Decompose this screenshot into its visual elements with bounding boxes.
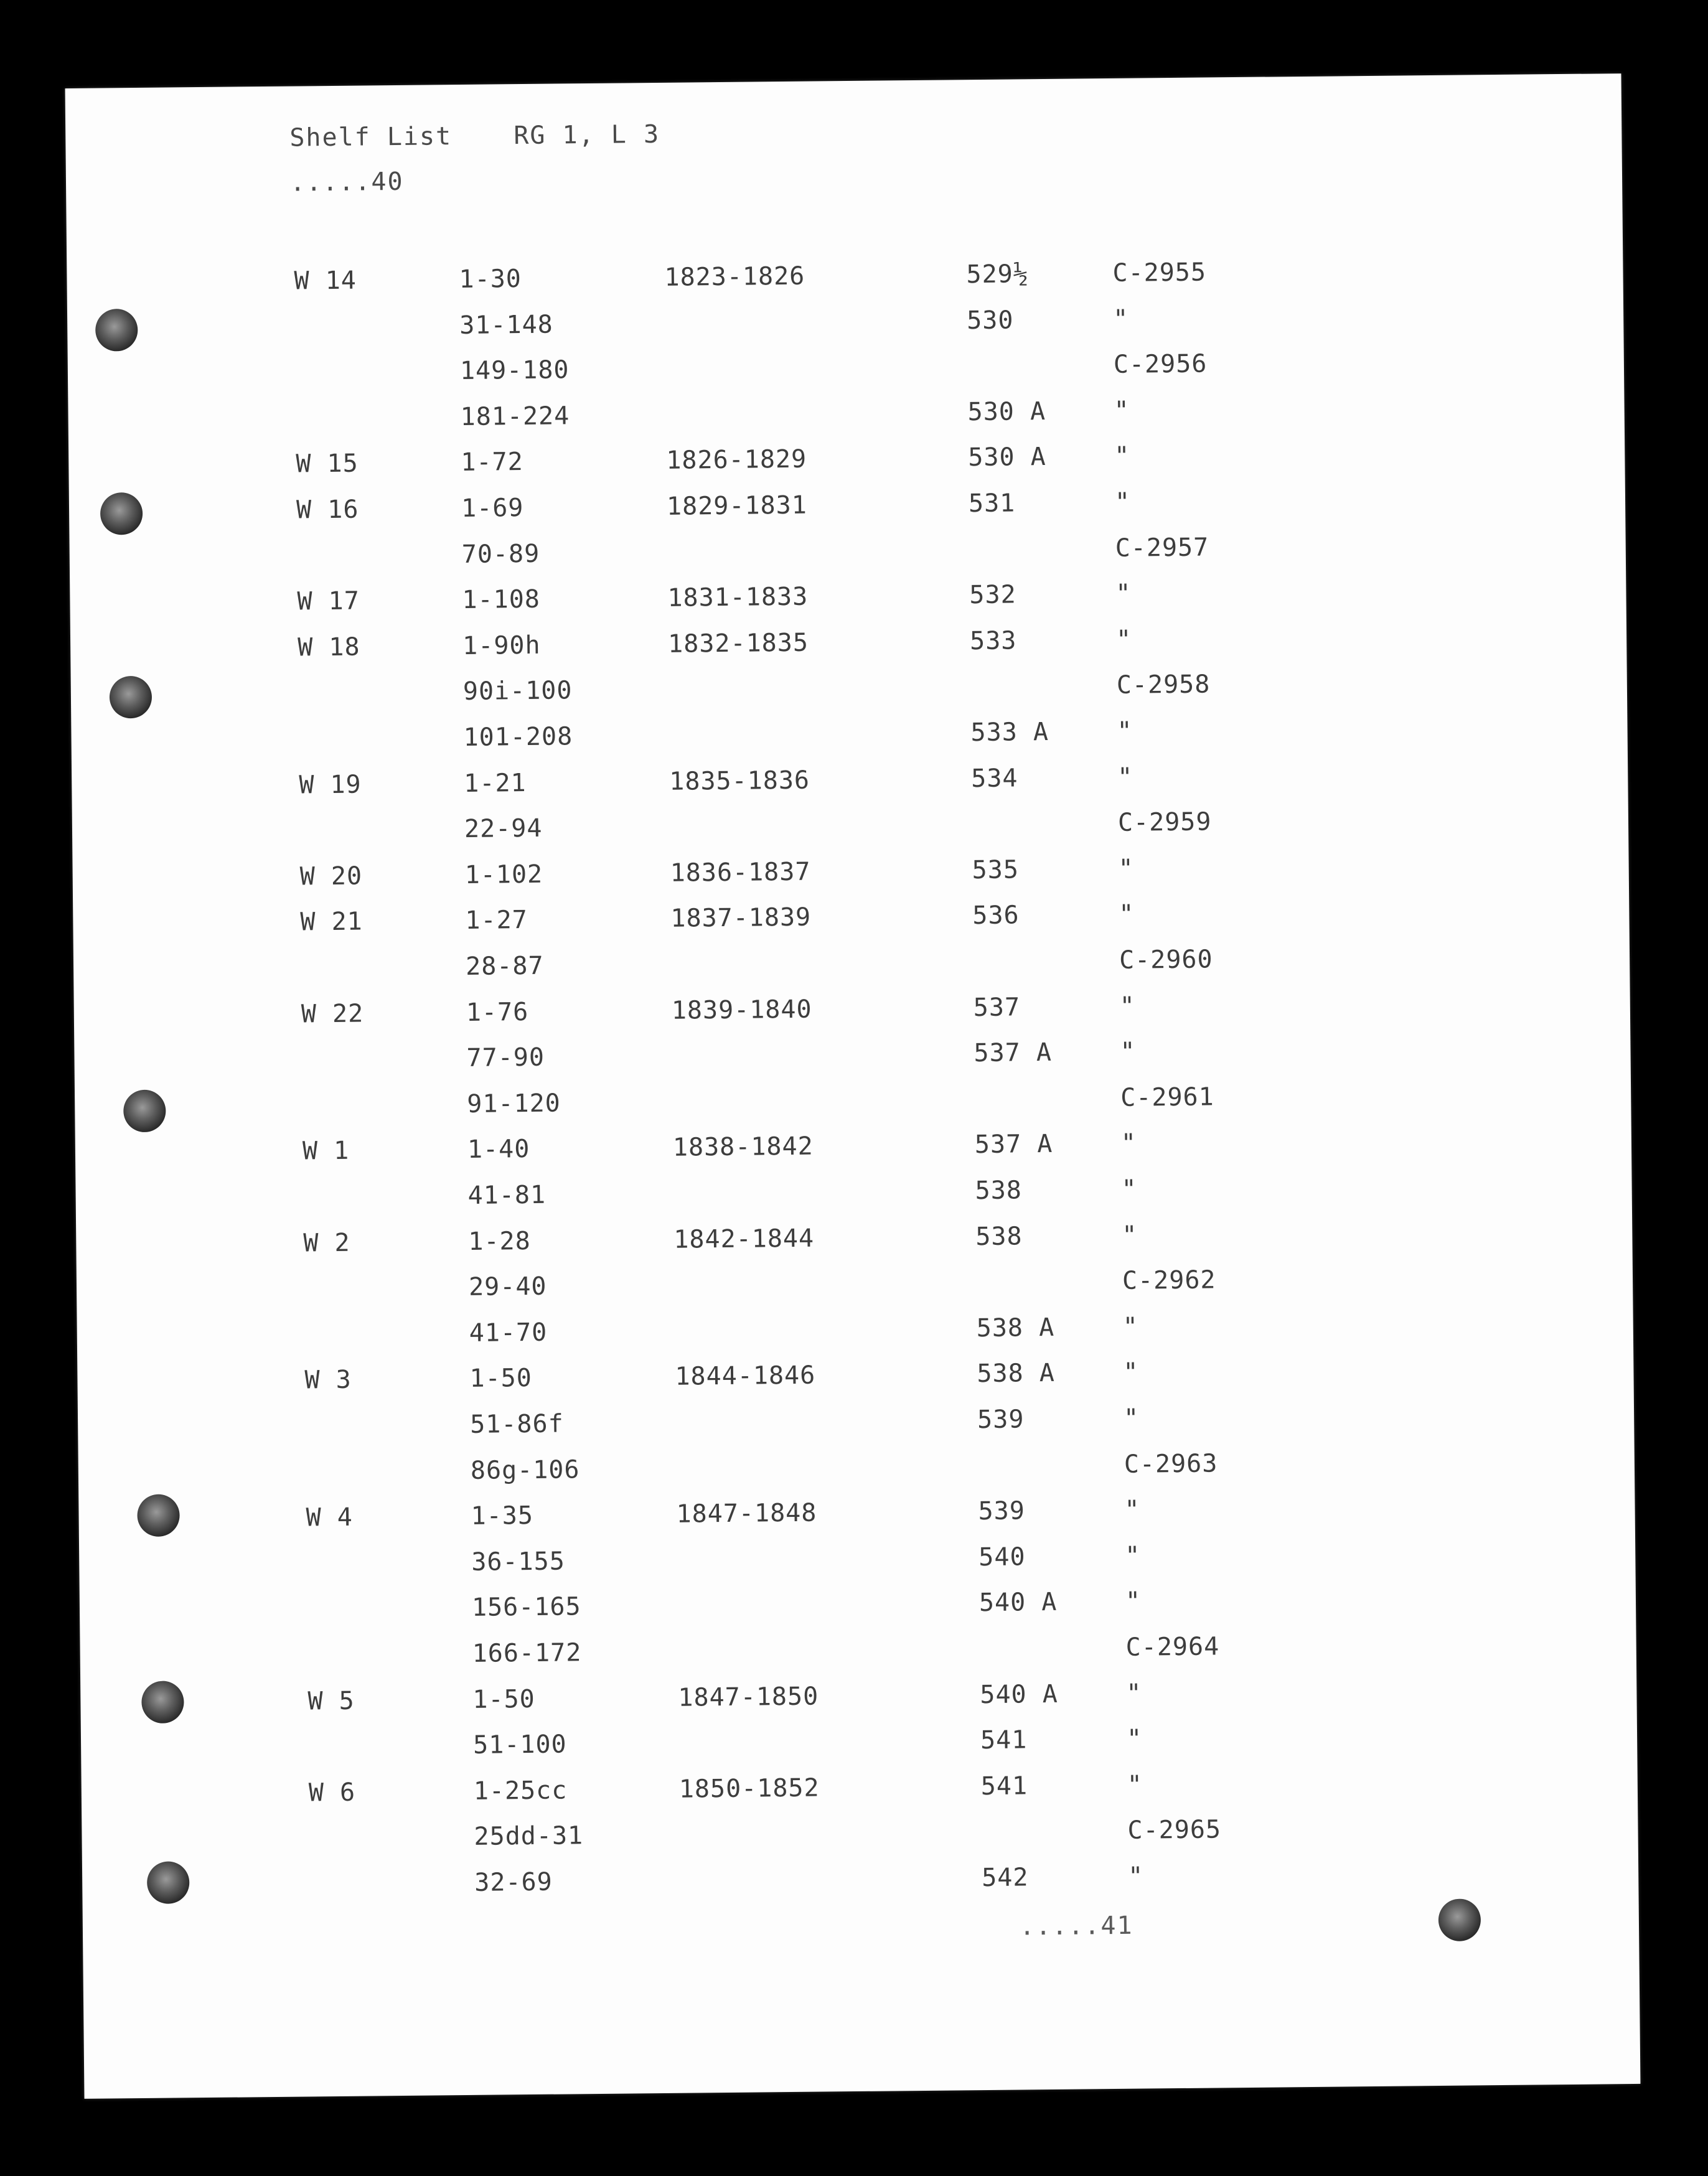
item-range: 166-172 xyxy=(472,1638,582,1668)
table-row xyxy=(78,1399,1634,1451)
item-range: 1-102 xyxy=(464,860,543,889)
microfilm-reel: C-2964 xyxy=(1125,1632,1220,1662)
microfilm-reel: " xyxy=(1114,487,1131,517)
item-range: 1-76 xyxy=(466,997,529,1027)
table-row xyxy=(72,804,1628,856)
shelf-location: 537 A xyxy=(974,1130,1053,1160)
shelf-location: 533 A xyxy=(970,717,1049,748)
item-range: 91-120 xyxy=(467,1089,561,1118)
table-row xyxy=(70,529,1626,581)
microfilm-reel: " xyxy=(1125,1541,1141,1570)
microfilm-reel: " xyxy=(1117,762,1133,792)
microfilm-reel: " xyxy=(1121,1175,1137,1204)
shelf-location: 540 xyxy=(978,1542,1026,1572)
box-number: W 19 xyxy=(299,770,362,800)
table-row xyxy=(76,1216,1632,1269)
header-record-group: RG 1, L 3 xyxy=(514,120,660,151)
item-range: 1-30 xyxy=(459,265,522,294)
date-range: 1832-1835 xyxy=(667,628,809,659)
table-row xyxy=(77,1353,1633,1405)
header-continued-from: .....40 xyxy=(289,167,404,197)
date-range: 1838-1842 xyxy=(672,1132,814,1163)
item-range: 101-208 xyxy=(463,722,573,752)
shelf-location: 530 xyxy=(966,306,1014,335)
microfilm-reel: " xyxy=(1123,1358,1139,1387)
item-range: 51-86f xyxy=(469,1409,564,1439)
table-row xyxy=(71,666,1627,718)
item-range: 1-50 xyxy=(469,1364,533,1394)
date-range: 1823-1826 xyxy=(664,261,805,292)
item-range: 77-90 xyxy=(466,1043,545,1073)
shelf-location: 537 xyxy=(973,993,1021,1022)
table-row xyxy=(70,574,1626,627)
microfilm-reel: C-2955 xyxy=(1112,258,1207,288)
microfilm-reel: " xyxy=(1115,579,1132,609)
shelf-location: 529½ xyxy=(966,260,1030,289)
microfilm-reel: " xyxy=(1117,716,1133,746)
microfilm-reel: " xyxy=(1118,854,1134,883)
item-range: 36-155 xyxy=(471,1547,566,1577)
shelf-location: 538 xyxy=(975,1176,1023,1206)
shelf-location: 535 xyxy=(972,855,1020,884)
table-row xyxy=(69,483,1625,535)
microfilm-reel: " xyxy=(1127,1770,1143,1799)
shelf-location: 540 A xyxy=(978,1588,1058,1618)
item-range: 90i-100 xyxy=(462,676,573,706)
microfilm-reel: C-2956 xyxy=(1113,349,1208,380)
table-row xyxy=(81,1720,1637,1772)
table-row xyxy=(68,437,1625,489)
microfilm-reel: C-2963 xyxy=(1124,1448,1218,1479)
date-range: 1836-1837 xyxy=(670,857,811,888)
item-range: 1-27 xyxy=(465,906,528,936)
shelf-location: 530 A xyxy=(967,396,1046,426)
box-number: W 20 xyxy=(299,861,363,891)
item-range: 70-89 xyxy=(461,539,540,569)
microfilm-reel: C-2960 xyxy=(1119,945,1213,975)
item-range: 1-25cc xyxy=(473,1776,568,1806)
table-row xyxy=(77,1262,1633,1314)
date-range: 1847-1848 xyxy=(676,1498,817,1529)
table-row xyxy=(75,1124,1631,1176)
shelf-location: 536 xyxy=(972,901,1020,931)
table-row xyxy=(67,300,1623,352)
box-number: W 15 xyxy=(296,449,359,479)
table-row xyxy=(72,758,1628,810)
table-row xyxy=(74,987,1630,1039)
table-row xyxy=(71,712,1627,764)
header-title: Shelf List xyxy=(289,122,453,152)
microfilm-reel: " xyxy=(1115,625,1132,654)
date-range: 1850-1852 xyxy=(678,1773,820,1804)
microfilm-reel: C-2958 xyxy=(1116,670,1211,700)
shelf-location: 540 A xyxy=(980,1679,1059,1709)
microfilm-reel: C-2962 xyxy=(1122,1265,1216,1296)
date-range: 1831-1833 xyxy=(667,582,809,613)
table-row xyxy=(82,1766,1638,1818)
table-row xyxy=(77,1308,1633,1360)
table-row xyxy=(73,941,1630,993)
table-row xyxy=(68,345,1624,398)
shelf-location: 541 xyxy=(980,1725,1028,1755)
microfilm-reel: " xyxy=(1122,1312,1139,1341)
date-range: 1835-1836 xyxy=(669,766,810,796)
microfilm-reel: " xyxy=(1120,1037,1136,1067)
item-range: 1-21 xyxy=(464,768,527,798)
table-row xyxy=(70,621,1626,673)
shelf-location: 541 xyxy=(980,1771,1028,1801)
item-range: 1-35 xyxy=(471,1501,534,1531)
item-range: 25dd-31 xyxy=(474,1821,584,1852)
box-number: W 22 xyxy=(301,999,364,1029)
punch-hole xyxy=(1438,1898,1481,1941)
box-number: W 6 xyxy=(308,1778,356,1808)
date-range: 1842-1844 xyxy=(673,1224,815,1254)
table-row xyxy=(68,392,1624,444)
microfilm-reel: C-2965 xyxy=(1127,1815,1222,1845)
table-row xyxy=(80,1674,1636,1727)
item-range: 51-100 xyxy=(472,1730,567,1760)
microfilm-reel: " xyxy=(1125,1587,1142,1616)
shelf-location: 533 xyxy=(969,626,1017,655)
item-range: 29-40 xyxy=(468,1272,547,1302)
shelf-location: 531 xyxy=(968,489,1016,518)
microfilm-reel: " xyxy=(1119,992,1136,1021)
table-row xyxy=(82,1857,1638,1910)
item-range: 32-69 xyxy=(474,1867,553,1897)
shelf-location: 538 A xyxy=(977,1359,1056,1389)
microfilm-reel: C-2959 xyxy=(1117,807,1212,838)
item-range: 1-72 xyxy=(461,448,523,477)
microfilm-reel: " xyxy=(1114,396,1130,425)
table-row xyxy=(80,1582,1636,1634)
item-range: 149-180 xyxy=(459,355,570,386)
item-range: 1-90h xyxy=(462,631,541,660)
item-range: 1-40 xyxy=(467,1135,530,1165)
item-range: 1-50 xyxy=(472,1684,535,1714)
date-range: 1839-1840 xyxy=(671,995,812,1025)
shelf-location: 537 A xyxy=(974,1038,1053,1068)
item-range: 1-28 xyxy=(468,1226,531,1256)
date-range: 1826-1829 xyxy=(666,445,807,476)
item-range: 86g-106 xyxy=(470,1455,580,1485)
box-number: W 1 xyxy=(302,1137,350,1166)
item-range: 22-94 xyxy=(464,814,543,844)
microfilm-reel: " xyxy=(1114,442,1130,471)
table-row xyxy=(79,1537,1635,1589)
box-number: W 21 xyxy=(300,907,363,937)
shelf-location: 538 A xyxy=(976,1313,1055,1343)
shelf-location: 530 A xyxy=(968,443,1046,472)
item-range: 41-70 xyxy=(469,1318,548,1348)
table-row xyxy=(73,895,1629,947)
item-range: 156-165 xyxy=(471,1592,581,1623)
date-range: 1847-1850 xyxy=(678,1682,819,1712)
microfilm-reel: " xyxy=(1126,1679,1142,1708)
box-number: W 2 xyxy=(303,1228,350,1258)
document-page xyxy=(65,73,1641,2099)
table-row xyxy=(75,1170,1631,1222)
item-range: 1-108 xyxy=(462,584,541,615)
date-range: 1829-1831 xyxy=(666,490,808,521)
box-number: W 18 xyxy=(297,632,360,662)
box-number: W 14 xyxy=(294,266,357,296)
item-range: 1-69 xyxy=(461,494,524,523)
microfilm-reel: " xyxy=(1122,1221,1138,1250)
box-number: W 4 xyxy=(306,1503,354,1532)
date-range: 1837-1839 xyxy=(670,903,812,934)
shelf-location: 539 xyxy=(978,1496,1026,1526)
microfilm-reel: " xyxy=(1119,900,1135,929)
shelf-location: 539 xyxy=(977,1405,1025,1435)
item-range: 28-87 xyxy=(465,951,544,981)
date-range: 1844-1846 xyxy=(675,1361,816,1392)
table-row xyxy=(67,254,1623,306)
table-row xyxy=(73,850,1629,902)
microfilm-reel: C-2961 xyxy=(1120,1082,1214,1112)
box-number: W 5 xyxy=(307,1686,355,1716)
box-number: W 17 xyxy=(297,586,360,616)
microfilm-reel: " xyxy=(1120,1129,1137,1158)
footer-continued-to: .....41 xyxy=(1019,1911,1133,1941)
table-row xyxy=(80,1628,1636,1681)
shelf-location: 542 xyxy=(981,1863,1029,1893)
microfilm-reel: " xyxy=(1124,1495,1140,1525)
microfilm-reel: " xyxy=(1127,1862,1144,1891)
microfilm-reel: C-2957 xyxy=(1115,533,1209,563)
table-row xyxy=(75,1079,1631,1131)
table-row xyxy=(82,1811,1638,1864)
table-row xyxy=(78,1491,1635,1543)
item-range: 41-81 xyxy=(467,1180,547,1210)
microfilm-reel: " xyxy=(1126,1724,1143,1754)
table-row xyxy=(78,1445,1635,1498)
microfilm-reel: " xyxy=(1123,1404,1140,1433)
shelf-location: 532 xyxy=(969,580,1016,610)
table-row xyxy=(74,1033,1630,1085)
microfilm-reel: " xyxy=(1112,304,1129,334)
item-range: 181-224 xyxy=(460,401,570,431)
item-range: 31-148 xyxy=(459,310,553,340)
shelf-location: 538 xyxy=(975,1221,1023,1251)
box-number: W 3 xyxy=(304,1366,352,1395)
shelf-location: 534 xyxy=(971,764,1018,793)
box-number: W 16 xyxy=(296,495,359,525)
